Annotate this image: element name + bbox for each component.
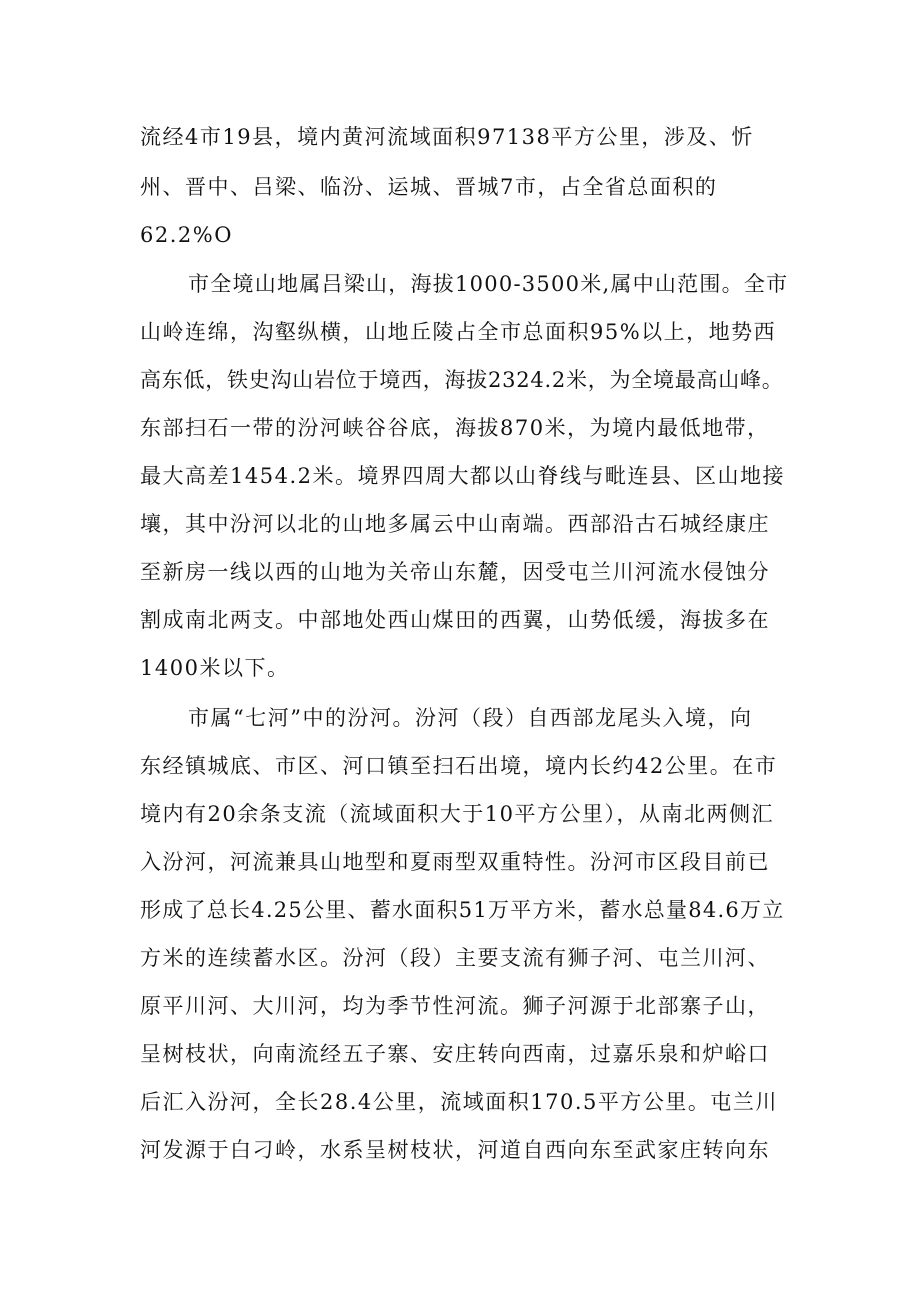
text-line: 东部扫石一带的汾河峡谷谷底，海拔870米，为境内最低地带，	[140, 416, 770, 440]
text-line: 呈树枝状，向南流经五子寨、安庄转向西南，过嘉乐泉和炉峪口	[140, 1042, 770, 1066]
text-line: 高东低，铁史沟山岩位于境西，海拔2324.2米，为全境最高山峰。	[140, 368, 784, 392]
paragraph-first-line: 市属“七河”中的汾河。汾河（段）自西部龙尾头入境，向	[188, 706, 753, 730]
text-line: 流经4市19县，境内黄河流域面积97138平方公里，涉及、忻	[140, 125, 754, 149]
text-line: 东经镇城底、市区、河口镇至扫石出境，境内长约42公里。在市	[140, 754, 778, 778]
text-line: 割成南北两支。中部地处西山煤田的西翼，山势低缓，海拔多在	[140, 608, 770, 632]
text-line: 入汾河，河流兼具山地型和夏雨型双重特性。汾河市区段目前已	[140, 850, 770, 874]
text-line: 境内有20余条支流（流域面积大于10平方公里），从南北两侧汇	[140, 802, 774, 826]
text-line: 山岭连绵，沟壑纵横，山地丘陵占全市总面积95%以上，地势西	[140, 320, 777, 344]
paragraph-first-line: 市全境山地属吕梁山，海拔1000-3500米,属中山范围。全市	[188, 272, 789, 296]
text-line: 方米的连续蓄水区。汾河（段）主要支流有狮子河、屯兰川河、	[140, 946, 770, 970]
text-line: 河发源于白刁岭，水系呈树枝状，河道自西向东至武家庄转向东	[140, 1138, 770, 1162]
text-line: 后汇入汾河，全长28.4公里，流域面积170.5平方公里。屯兰川	[140, 1090, 778, 1114]
text-line: 壤，其中汾河以北的山地多属云中山南端。西部沿古石城经康庄	[140, 512, 770, 536]
text-line: 原平川河、大川河，均为季节性河流。狮子河源于北部寨子山，	[140, 994, 770, 1018]
text-line: 62.2%O	[140, 223, 233, 247]
text-line: 形成了总长4.25公里、蓄水面积51万平方米，蓄水总量84.6万立	[140, 898, 785, 922]
text-line: 最大高差1454.2米。境界四周大都以山脊线与毗连县、区山地接	[140, 464, 785, 488]
text-line: 州、晋中、吕梁、临汾、运城、晋城7市，占全省总面积的	[140, 175, 718, 199]
text-line: 1400米以下。	[140, 656, 290, 680]
text-line: 至新房一线以西的山地为关帝山东麓，因受屯兰川河流水侵蚀分	[140, 560, 770, 584]
